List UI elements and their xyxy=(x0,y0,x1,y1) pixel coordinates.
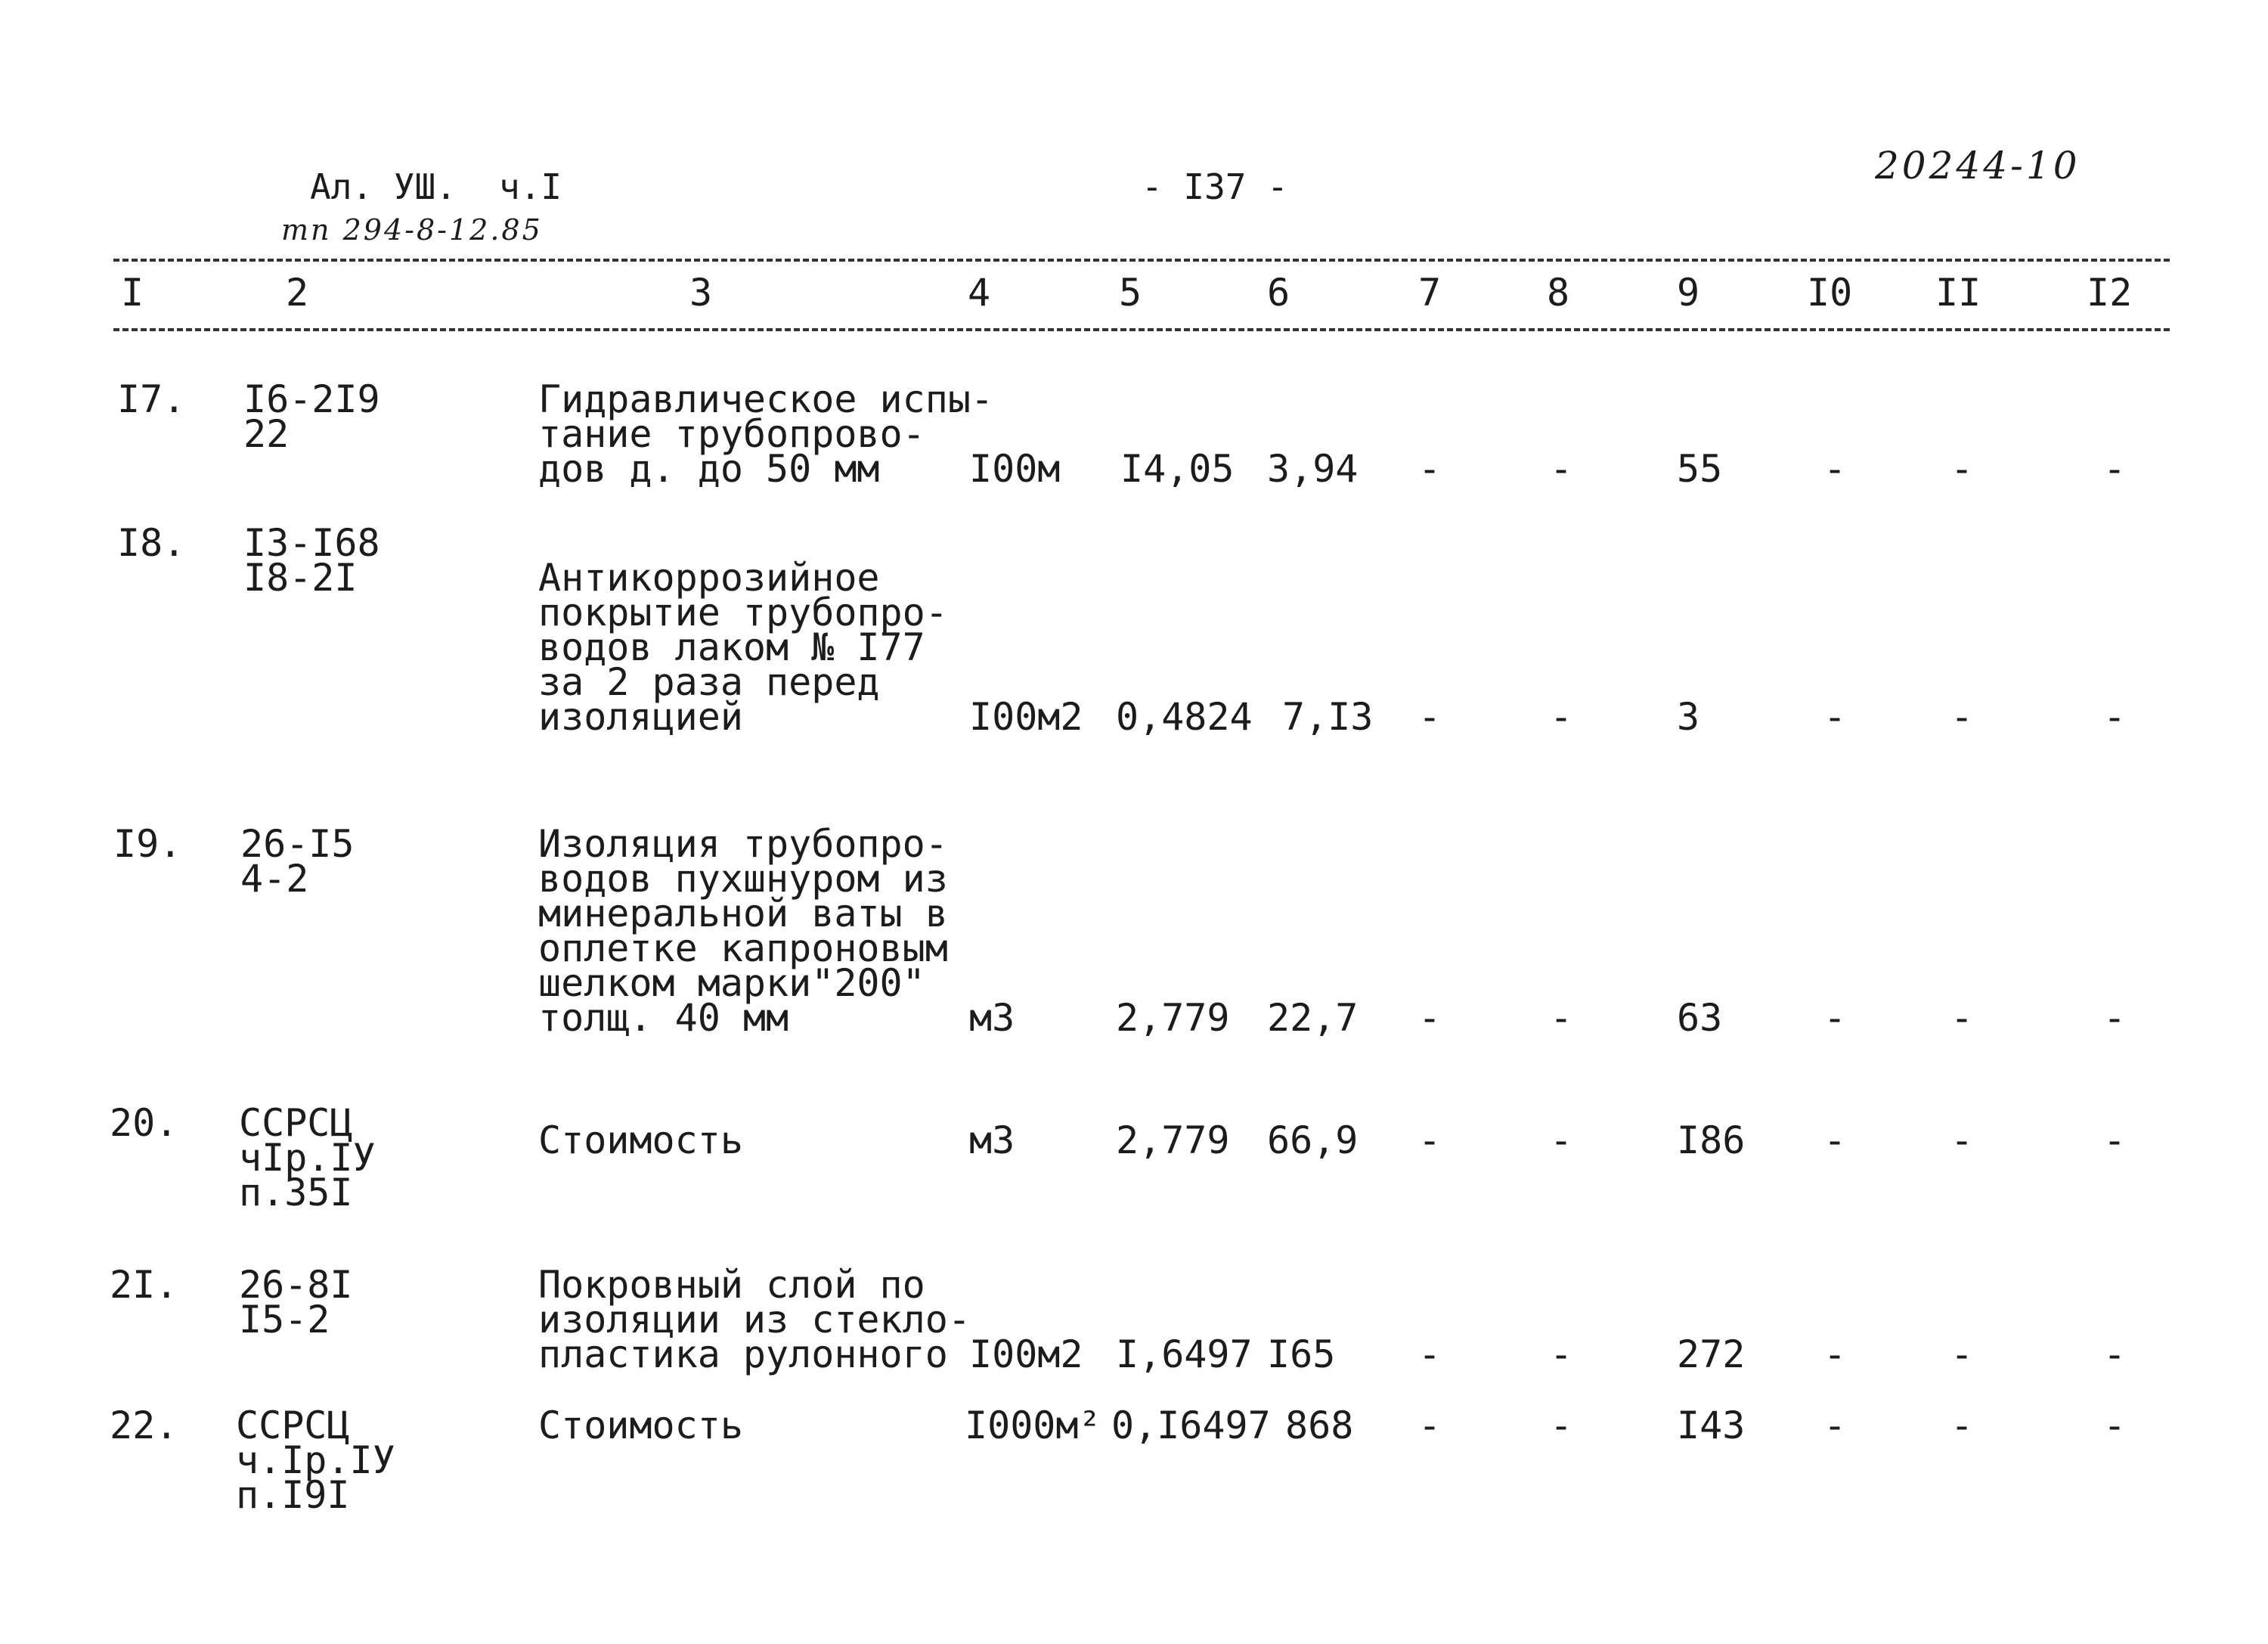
row-description xyxy=(538,377,994,491)
col9-value: 55 xyxy=(1677,447,1723,491)
quantity: I,6497 xyxy=(1116,1332,1253,1376)
code-line: I6-2I9 xyxy=(243,377,380,421)
column-number: 4 xyxy=(968,271,991,315)
col9-value: I86 xyxy=(1677,1118,1746,1162)
description-line: минеральной ваты в xyxy=(538,892,948,935)
quantity: 0,4824 xyxy=(1116,695,1253,739)
unit: м3 xyxy=(969,996,1015,1040)
description-line: толщ. 40 мм xyxy=(538,996,789,1040)
album-label: Ал. УШ. xyxy=(310,166,457,207)
col12-value: - xyxy=(2103,1404,2127,1447)
row-number: 2I. xyxy=(110,1263,178,1307)
column-number: 5 xyxy=(1119,271,1142,315)
unit-price: 22,7 xyxy=(1267,996,1359,1040)
row-description xyxy=(538,1263,971,1376)
col9-value: 272 xyxy=(1677,1332,1746,1376)
row-description xyxy=(538,1118,743,1162)
col7-value: - xyxy=(1418,996,1442,1040)
document-id: 20244-10 xyxy=(1875,144,2081,188)
description-line: водов пухшнуром из xyxy=(538,857,948,901)
column-number: I2 xyxy=(2087,271,2133,315)
code-line: I8-2I xyxy=(243,556,358,600)
code-line: I5-2 xyxy=(239,1298,330,1342)
description-line: шелком марки"200" xyxy=(538,961,925,1005)
row-description xyxy=(538,556,948,739)
column-number: I0 xyxy=(1807,271,1853,315)
row-code xyxy=(243,377,380,456)
quantity: 0,I6497 xyxy=(1111,1404,1271,1447)
description-line: Покровный слой по xyxy=(538,1263,925,1307)
row-number: I7. xyxy=(117,377,186,421)
description-line: Гидравлическое испы- xyxy=(538,377,994,421)
col11-value: - xyxy=(1950,1404,1974,1447)
col7-value: - xyxy=(1418,1404,1442,1447)
description-line: изоляции из стекло- xyxy=(538,1298,971,1342)
col11-value: - xyxy=(1950,1118,1974,1162)
quantity: 2,779 xyxy=(1116,996,1230,1040)
quantity: I4,05 xyxy=(1120,447,1235,491)
col11-value: - xyxy=(1950,996,1974,1040)
row-number: I8. xyxy=(117,521,186,565)
description-line: Стоимость xyxy=(538,1404,743,1447)
col10-value: - xyxy=(1823,447,1847,491)
row-description xyxy=(538,822,948,1040)
page-number: - I37 - xyxy=(1142,166,1288,207)
col8-value: - xyxy=(1550,695,1573,739)
unit: I00м2 xyxy=(969,1332,1083,1376)
unit-price: 66,9 xyxy=(1267,1118,1359,1162)
unit: I00м xyxy=(969,447,1061,491)
col10-value: - xyxy=(1823,1332,1847,1376)
col7-value: - xyxy=(1418,1332,1442,1376)
column-number: I xyxy=(121,271,144,315)
col9-value: 3 xyxy=(1677,695,1700,739)
col7-value: - xyxy=(1418,695,1442,739)
col11-value: - xyxy=(1950,695,1974,739)
col7-value: - xyxy=(1418,447,1442,491)
row-code xyxy=(239,1263,353,1342)
description-line: тание трубопрово- xyxy=(538,412,925,456)
row-code xyxy=(240,822,355,901)
col8-value: - xyxy=(1550,447,1573,491)
description-line: оплетке капроновым xyxy=(538,926,948,970)
unit: I000м² xyxy=(965,1404,1101,1447)
col8-value: - xyxy=(1550,1332,1573,1376)
description-line: Стоимость xyxy=(538,1118,743,1162)
column-number: 7 xyxy=(1418,271,1442,315)
column-number: 8 xyxy=(1547,271,1570,315)
col10-value: - xyxy=(1823,695,1847,739)
row-number: I9. xyxy=(113,822,182,866)
col12-value: - xyxy=(2103,447,2127,491)
code-line: 22 xyxy=(243,412,290,456)
column-number: 6 xyxy=(1267,271,1290,315)
column-number: 9 xyxy=(1677,271,1700,315)
code-line: I3-I68 xyxy=(243,521,380,565)
row-number: 22. xyxy=(110,1404,178,1447)
unit-price: 3,94 xyxy=(1267,447,1359,491)
col9-value: 63 xyxy=(1677,996,1723,1040)
col9-value: I43 xyxy=(1677,1404,1746,1447)
code-line: чIр.IУ xyxy=(239,1136,376,1180)
quantity: 2,779 xyxy=(1116,1118,1230,1162)
col7-value: - xyxy=(1418,1118,1442,1162)
unit-price: 7,I3 xyxy=(1282,695,1374,739)
code-line: ССРСЦ xyxy=(239,1101,353,1145)
project-code: тп 294-8-12.85 xyxy=(281,213,543,247)
header-bottom-rule xyxy=(113,328,2170,331)
description-line: дов д. до 50 мм xyxy=(538,447,880,491)
column-number: 3 xyxy=(689,271,713,315)
col12-value: - xyxy=(2103,1332,2127,1376)
column-number: II xyxy=(1935,271,1981,315)
col10-value: - xyxy=(1823,1118,1847,1162)
unit: м3 xyxy=(969,1118,1015,1162)
description-line: покрытие трубопро- xyxy=(538,591,948,634)
col8-value: - xyxy=(1550,996,1573,1040)
header-top-rule xyxy=(113,259,2170,262)
col10-value: - xyxy=(1823,996,1847,1040)
code-line: п.I9I xyxy=(236,1473,350,1517)
col8-value: - xyxy=(1550,1118,1573,1162)
unit-price: 868 xyxy=(1285,1404,1354,1447)
col11-value: - xyxy=(1950,1332,1974,1376)
unit-price: I65 xyxy=(1267,1332,1336,1376)
column-number: 2 xyxy=(286,271,309,315)
col12-value: - xyxy=(2103,695,2127,739)
part-label: ч.I xyxy=(499,166,562,207)
description-line: пластика рулонного xyxy=(538,1332,948,1376)
description-line: Антикоррозийное xyxy=(538,556,880,600)
row-code xyxy=(236,1404,395,1517)
code-line: 26-8I xyxy=(239,1263,353,1307)
code-line: ССРСЦ xyxy=(236,1404,350,1447)
row-description xyxy=(538,1404,743,1447)
col8-value: - xyxy=(1550,1404,1573,1447)
description-line: Изоляция трубопро- xyxy=(538,822,948,866)
code-line: п.35I xyxy=(239,1171,353,1214)
description-line: изоляцией xyxy=(538,695,743,739)
code-line: ч.Iр.IУ xyxy=(236,1438,395,1482)
col12-value: - xyxy=(2103,996,2127,1040)
row-code xyxy=(243,521,380,600)
col11-value: - xyxy=(1950,447,1974,491)
description-line: водов лаком № I77 xyxy=(538,625,925,669)
col10-value: - xyxy=(1823,1404,1847,1447)
row-code xyxy=(239,1101,376,1214)
col12-value: - xyxy=(2103,1118,2127,1162)
code-line: 26-I5 xyxy=(240,822,355,866)
unit: I00м2 xyxy=(969,695,1083,739)
code-line: 4-2 xyxy=(240,857,309,901)
row-number: 20. xyxy=(110,1101,178,1145)
description-line: за 2 раза перед xyxy=(538,660,880,704)
